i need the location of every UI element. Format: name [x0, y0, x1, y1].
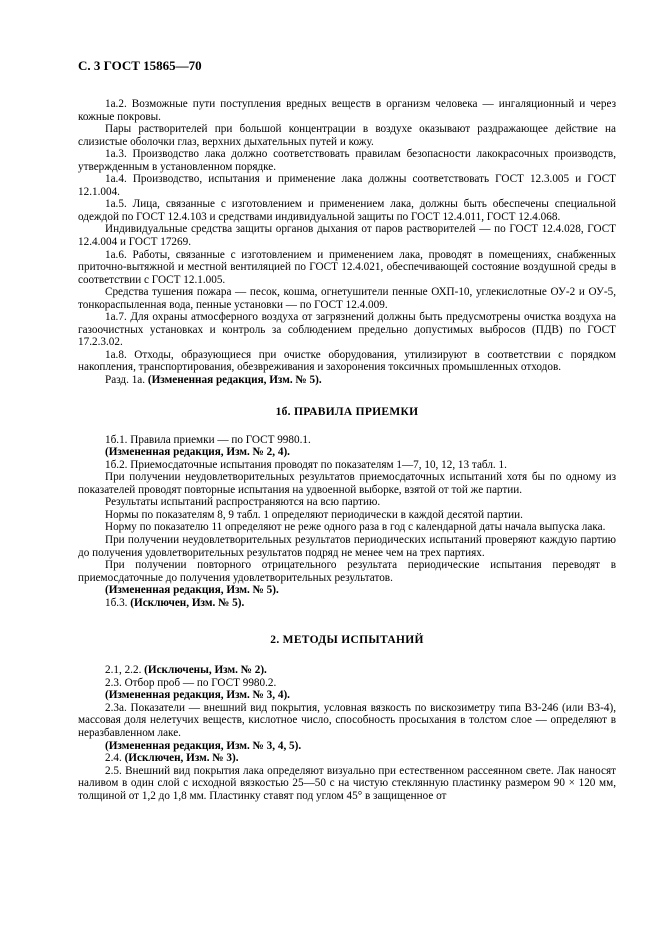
- paragraph-1a5: 1а.5. Лица, связанные с изготовлением и применением лака, должны быть обеспечены специальной одеждой по ГОСТ 12.4.103 и средствами индивидуальной защиты по ГОСТ 12.4.011, ГОСТ 12.4.068.: [78, 198, 616, 223]
- clause-number: 2.1, 2.2.: [105, 664, 142, 677]
- clause-number: 1б.3.: [105, 596, 128, 609]
- paragraph-2-4: [78, 752, 616, 765]
- note-bold: (Измененная редакция, Изм. № 5).: [147, 374, 322, 387]
- amendment-note: (Измененная редакция, Изм. № 3, 4, 5).: [105, 739, 302, 752]
- section-1a-note: [78, 374, 616, 387]
- amendment-note: (Измененная редакция, Изм. № 5).: [105, 584, 279, 597]
- paragraph-1a8: 1а.8. Отходы, образующиеся при очистке оборудования, утилизируют в соответствии с порядком накопления, транспортирования, обезвреживания и захоронения токсичных промышленных отходов.: [78, 348, 616, 374]
- paragraph-repeat-negative: При получении повторного отрицательного результата периодические испытания переводят в приемосдаточные до получения удовлетворительных результатов.: [78, 559, 616, 584]
- paragraph-respiratory: Индивидуальные средства защиты органов дыхания от паров растворителей — по ГОСТ 12.4.028, ГОСТ 12.4.004 и ГОСТ 17269.: [78, 223, 616, 249]
- clause-number: 2.4.: [105, 752, 122, 765]
- paragraph-1a2: 1а.2. Возможные пути поступления вредных веществ в организм человека — ингаляционный и через кожные покровы.: [78, 98, 616, 123]
- paragraph-2-1-2-2: [78, 664, 616, 677]
- section-2-title: 2. МЕТОДЫ ИСПЫТАНИЙ: [270, 634, 424, 647]
- section-2-body: [78, 664, 616, 802]
- note-prefix: Разд. 1а.: [105, 374, 146, 387]
- paragraph-1a6: 1а.6. Работы, связанные с изготовлением и применением лака, проводят в помещениях, снабженных приточно-вытяжной и местной вентиляцией по ГОСТ 12.4.021, обеспечивающей состояние воздушной среды в соответствии с ГОСТ 12.1.005.: [78, 248, 616, 286]
- paragraph-fire: Средства тушения пожара — песок, кошма, огнетушители пенные ОХП-10, углекислотные ОУ-2 и ОУ-5, тонкораспыленная вода, пенные установки — по ГОСТ 12.4.009.: [78, 286, 616, 311]
- paragraph-periodic: При получении неудовлетворительных результатов периодических испытаний проверяют каждую партию до получения удовлетворительных результатов подряд не менее чем на трех партиях.: [78, 533, 616, 559]
- amendment-note: (Измененная редакция, Изм. № 2, 4).: [105, 446, 290, 459]
- paragraph-1b3: [78, 597, 616, 610]
- section-1a-body: [78, 98, 616, 387]
- excluded-note: (Исключены, Изм. № 2).: [144, 664, 267, 677]
- amendment-note: (Измененная редакция, Изм. № 3, 4).: [105, 689, 290, 702]
- excluded-note: (Исключен, Изм. № 3).: [124, 752, 239, 765]
- paragraph-retest: При получении неудовлетворительных результатов приемосдаточных испытаний хотя бы по одному из показателей проводят повторные испытания на удвоенной выборке, взятой от той же партии.: [78, 471, 616, 496]
- paragraph-2-3a: 2.3а. Показатели — внешний вид покрытия, условная вязкость по вискозиметру типа ВЗ-246 (или ВЗ-4), массовая доля нелетучих веществ, кислотное число, способность просыхания в толстом слое — определяют в неразбавленном лаке.: [78, 701, 616, 739]
- page-header: С. 3 ГОСТ 15865—70: [78, 58, 202, 73]
- paragraph-1a7: 1а.7. Для охраны атмосферного воздуха от загрязнений должны быть предусмотрены очистка воздуха на газоочистных установках и контроль за соблюдением предельно допустимых выбросов (ПДВ) по ГОСТ 17.2.3.02.: [78, 311, 616, 349]
- paragraph-1a4: 1а.4. Производство, испытания и применение лака должны соответствовать ГОСТ 12.3.005 и ГОСТ 12.1.004.: [78, 173, 616, 198]
- paragraph-vapors: Пары растворителей при большой концентрации в воздухе оказывают раздражающее действие на слизистые оболочки глаз, верхних дыхательных путей и кожу.: [78, 123, 616, 148]
- paragraph-norm-11: Норму по показателю 11 определяют не реже одного раза в год с календарной даты начала выпуска лака.: [105, 521, 606, 534]
- paragraph-results: Результаты испытаний распространяются на всю партию.: [105, 496, 381, 509]
- paragraph-norms-8-9: Нормы по показателям 8, 9 табл. 1 определяют периодически в каждой десятой партии.: [105, 508, 523, 521]
- excluded-note: (Исключен, Изм. № 5).: [130, 596, 245, 609]
- section-1b-body: [78, 434, 616, 610]
- section-1b-title: 1б. ПРАВИЛА ПРИЕМКИ: [275, 405, 419, 418]
- paragraph-2-5: 2.5. Внешний вид покрытия лака определяют визуально при естественном рассеянном свете. Лак наносят наливом в один слой с исходной вязкостью 25—50 с на чистую стеклянную пластинку размером 90 × 120 мм, толщиной от 1,2 до 1,8 мм. Пластинку ставят под углом 45° в защищенное от: [78, 764, 616, 802]
- paragraph-1b1: 1б.1. Правила приемки — по ГОСТ 9980.1.: [105, 433, 311, 446]
- paragraph-2-3: 2.3. Отбор проб — по ГОСТ 9980.2.: [105, 676, 277, 689]
- paragraph-1a3: 1а.3. Производство лака должно соответствовать правилам безопасности лакокрасочных производств, утвержденным в установленном порядке.: [78, 148, 616, 173]
- document-page: [78, 58, 616, 802]
- paragraph-1b2: 1б.2. Приемосдаточные испытания проводят по показателям 1—7, 10, 12, 13 табл. 1.: [105, 458, 507, 471]
